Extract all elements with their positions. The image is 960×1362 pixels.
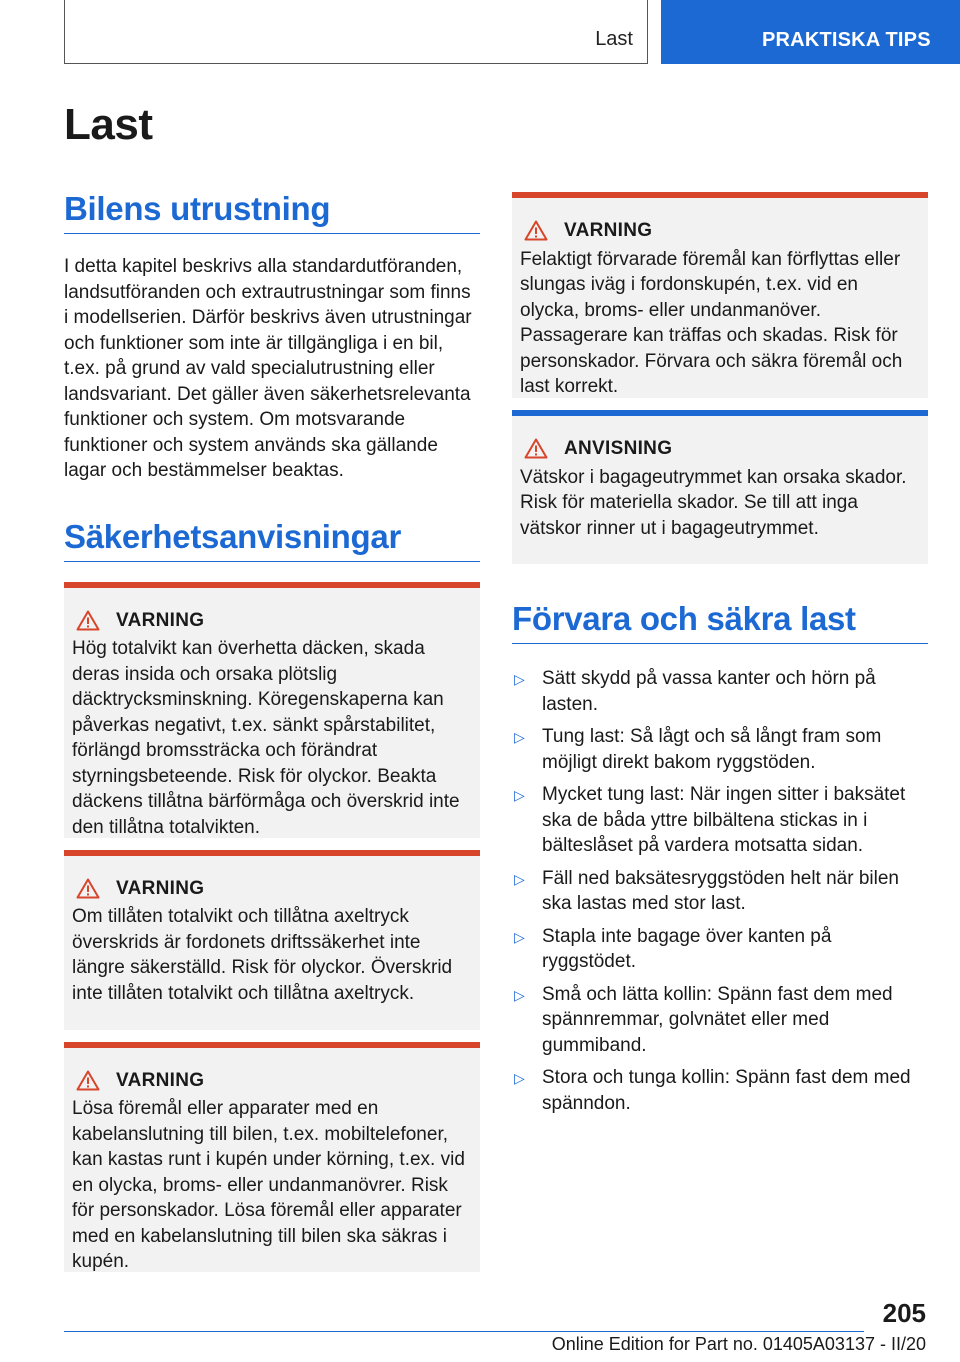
section-label: Last xyxy=(595,28,633,50)
warning-box xyxy=(64,1042,480,1272)
warning-text: Hög totalvikt kan överhetta däcken, skada deras insida och orsaka plötslig däcktrycksminskning. Köregenskaperna kan påverkas negativt, t.ex. sänkt spårstabilitet, förlängd bromssträcka och förändrat styrningsbeteende. Risk för olyckor. Beakta däckens tillåtna bärförmåga och överskrid inte den tillåtna totalvikten. xyxy=(72,638,460,838)
list-item-text: Stapla inte bagage över kanten på ryggstödet. xyxy=(542,925,832,972)
list-item-text: Sätt skydd på vassa kanter och hörn på lasten. xyxy=(542,668,876,715)
list-item xyxy=(512,866,928,917)
warning-header xyxy=(520,218,920,244)
notice-box xyxy=(512,410,928,564)
notice-header xyxy=(520,436,920,462)
warning-triangle-icon xyxy=(72,610,116,631)
edition-note: Online Edition for Part no. 01405A03137 - II/20 xyxy=(551,1334,926,1354)
triangle-right-icon: ▷ xyxy=(514,1070,525,1086)
warning-header xyxy=(72,876,472,902)
triangle-right-icon: ▷ xyxy=(514,928,525,945)
list-item-text: Stora och tunga kollin: Spänn fast dem med spänndon. xyxy=(542,1067,911,1114)
warning-text: Om tillåten totalvikt och tillåtna axeltryck överskrids är fordonets driftssäkerhet inte längre säkerställd. Risk för olyckor. Överskrid inte tillåten totalvikt och tillåtna axeltryck. xyxy=(72,906,453,1004)
triangle-right-icon: ▷ xyxy=(514,729,525,745)
triangle-right-icon: ▷ xyxy=(514,671,525,687)
warning-box xyxy=(512,192,928,398)
section-heading-safety: Säkerhetsanvisningar xyxy=(64,518,480,562)
list-item xyxy=(512,724,928,775)
page-number: 205 xyxy=(882,1298,926,1328)
warning-title: VARNING xyxy=(116,1069,205,1091)
triangle-right-icon: ▷ xyxy=(514,870,525,887)
warning-header xyxy=(72,608,472,634)
equipment-paragraph: I detta kapitel beskrivs alla standardutföranden, landsutföranden och extrautrustningar som finns i modellserien. Därför beskrivs även utrustningar och funktioner som inte är tillgängliga i en bil, t.ex. på grund av vald specialutrustning eller landsvariant. Det gäller även säkerhetsrelevanta funktioner och system. Om motsvarande funktioner och system används ska gällande lagar och bestämmelser beaktas. xyxy=(64,256,472,481)
warning-text: Felaktigt förvarade föremål kan förflyttas eller slungas iväg i fordonskupén, t.ex. vid en olycka, broms- eller undanmanöver. Passagerare kan träffas och skadas. Risk för personskador. Förvara och säkra föremål och last korrekt. xyxy=(520,248,903,397)
list-item-text: Mycket tung last: När ingen sitter i baksätet ska de båda yttre bilbältena stickas in i bälteslåset på vardera motsatta sidan. xyxy=(542,784,906,856)
notice-title: ANVISNING xyxy=(564,438,673,459)
left-column xyxy=(64,190,480,1272)
list-item xyxy=(512,666,928,717)
warning-box xyxy=(64,850,480,1030)
chapter-tab[interactable] xyxy=(661,0,960,64)
triangle-right-icon: ▷ xyxy=(514,787,525,803)
chapter-tab-label: PRAKTISKA TIPS xyxy=(762,29,931,51)
warning-triangle-icon xyxy=(72,878,116,899)
section-heading-equipment: Bilens utrustning xyxy=(64,190,480,234)
warning-triangle-icon xyxy=(520,220,564,241)
notice-text: Vätskor i bagageutrymmet kan orsaka skador. Risk för materiella skador. Se till att inga vätskor rinner ut i bagageutrymmet. xyxy=(520,466,907,539)
list-item-text: Små och lätta kollin: Spänn fast dem med spännremmar, golvnätet eller med gummiband. xyxy=(542,983,893,1056)
storage-bullet-list xyxy=(512,666,928,1116)
warning-triangle-icon xyxy=(72,1070,116,1091)
warning-box xyxy=(64,582,480,838)
list-item-text: Fäll ned baksätesryggstöden helt när bilen ska lastas med stor last. xyxy=(542,867,900,914)
page-title: Last xyxy=(64,100,153,149)
list-item xyxy=(512,1065,928,1116)
warning-text: Lösa föremål eller apparater med en kabelanslutning till bilen, t.ex. mobiltelefoner, kan kastas runt i kupén under körning, t.ex. vid en olycka, broms- eller undanmanövrer. Risk för personskador. Lösa föremål eller apparater med en kabelanslutning till bilen ska säkras i kupén. xyxy=(72,1098,465,1272)
warning-triangle-icon xyxy=(520,438,564,459)
list-item-text: Tung last: Så lågt och så långt fram som möjligt direkt bakom ryggstöden. xyxy=(542,726,882,773)
running-header xyxy=(64,0,648,64)
list-item xyxy=(512,782,928,859)
right-column xyxy=(512,192,928,1123)
warning-title: VARNING xyxy=(116,609,205,631)
warning-title: VARNING xyxy=(564,220,653,241)
warning-header xyxy=(72,1068,472,1094)
footer-divider xyxy=(64,1331,864,1332)
list-item xyxy=(512,924,928,975)
warning-title: VARNING xyxy=(116,877,205,899)
section-heading-storage: Förvara och säkra last xyxy=(512,600,928,644)
triangle-right-icon: ▷ xyxy=(514,986,525,1003)
list-item xyxy=(512,982,928,1059)
